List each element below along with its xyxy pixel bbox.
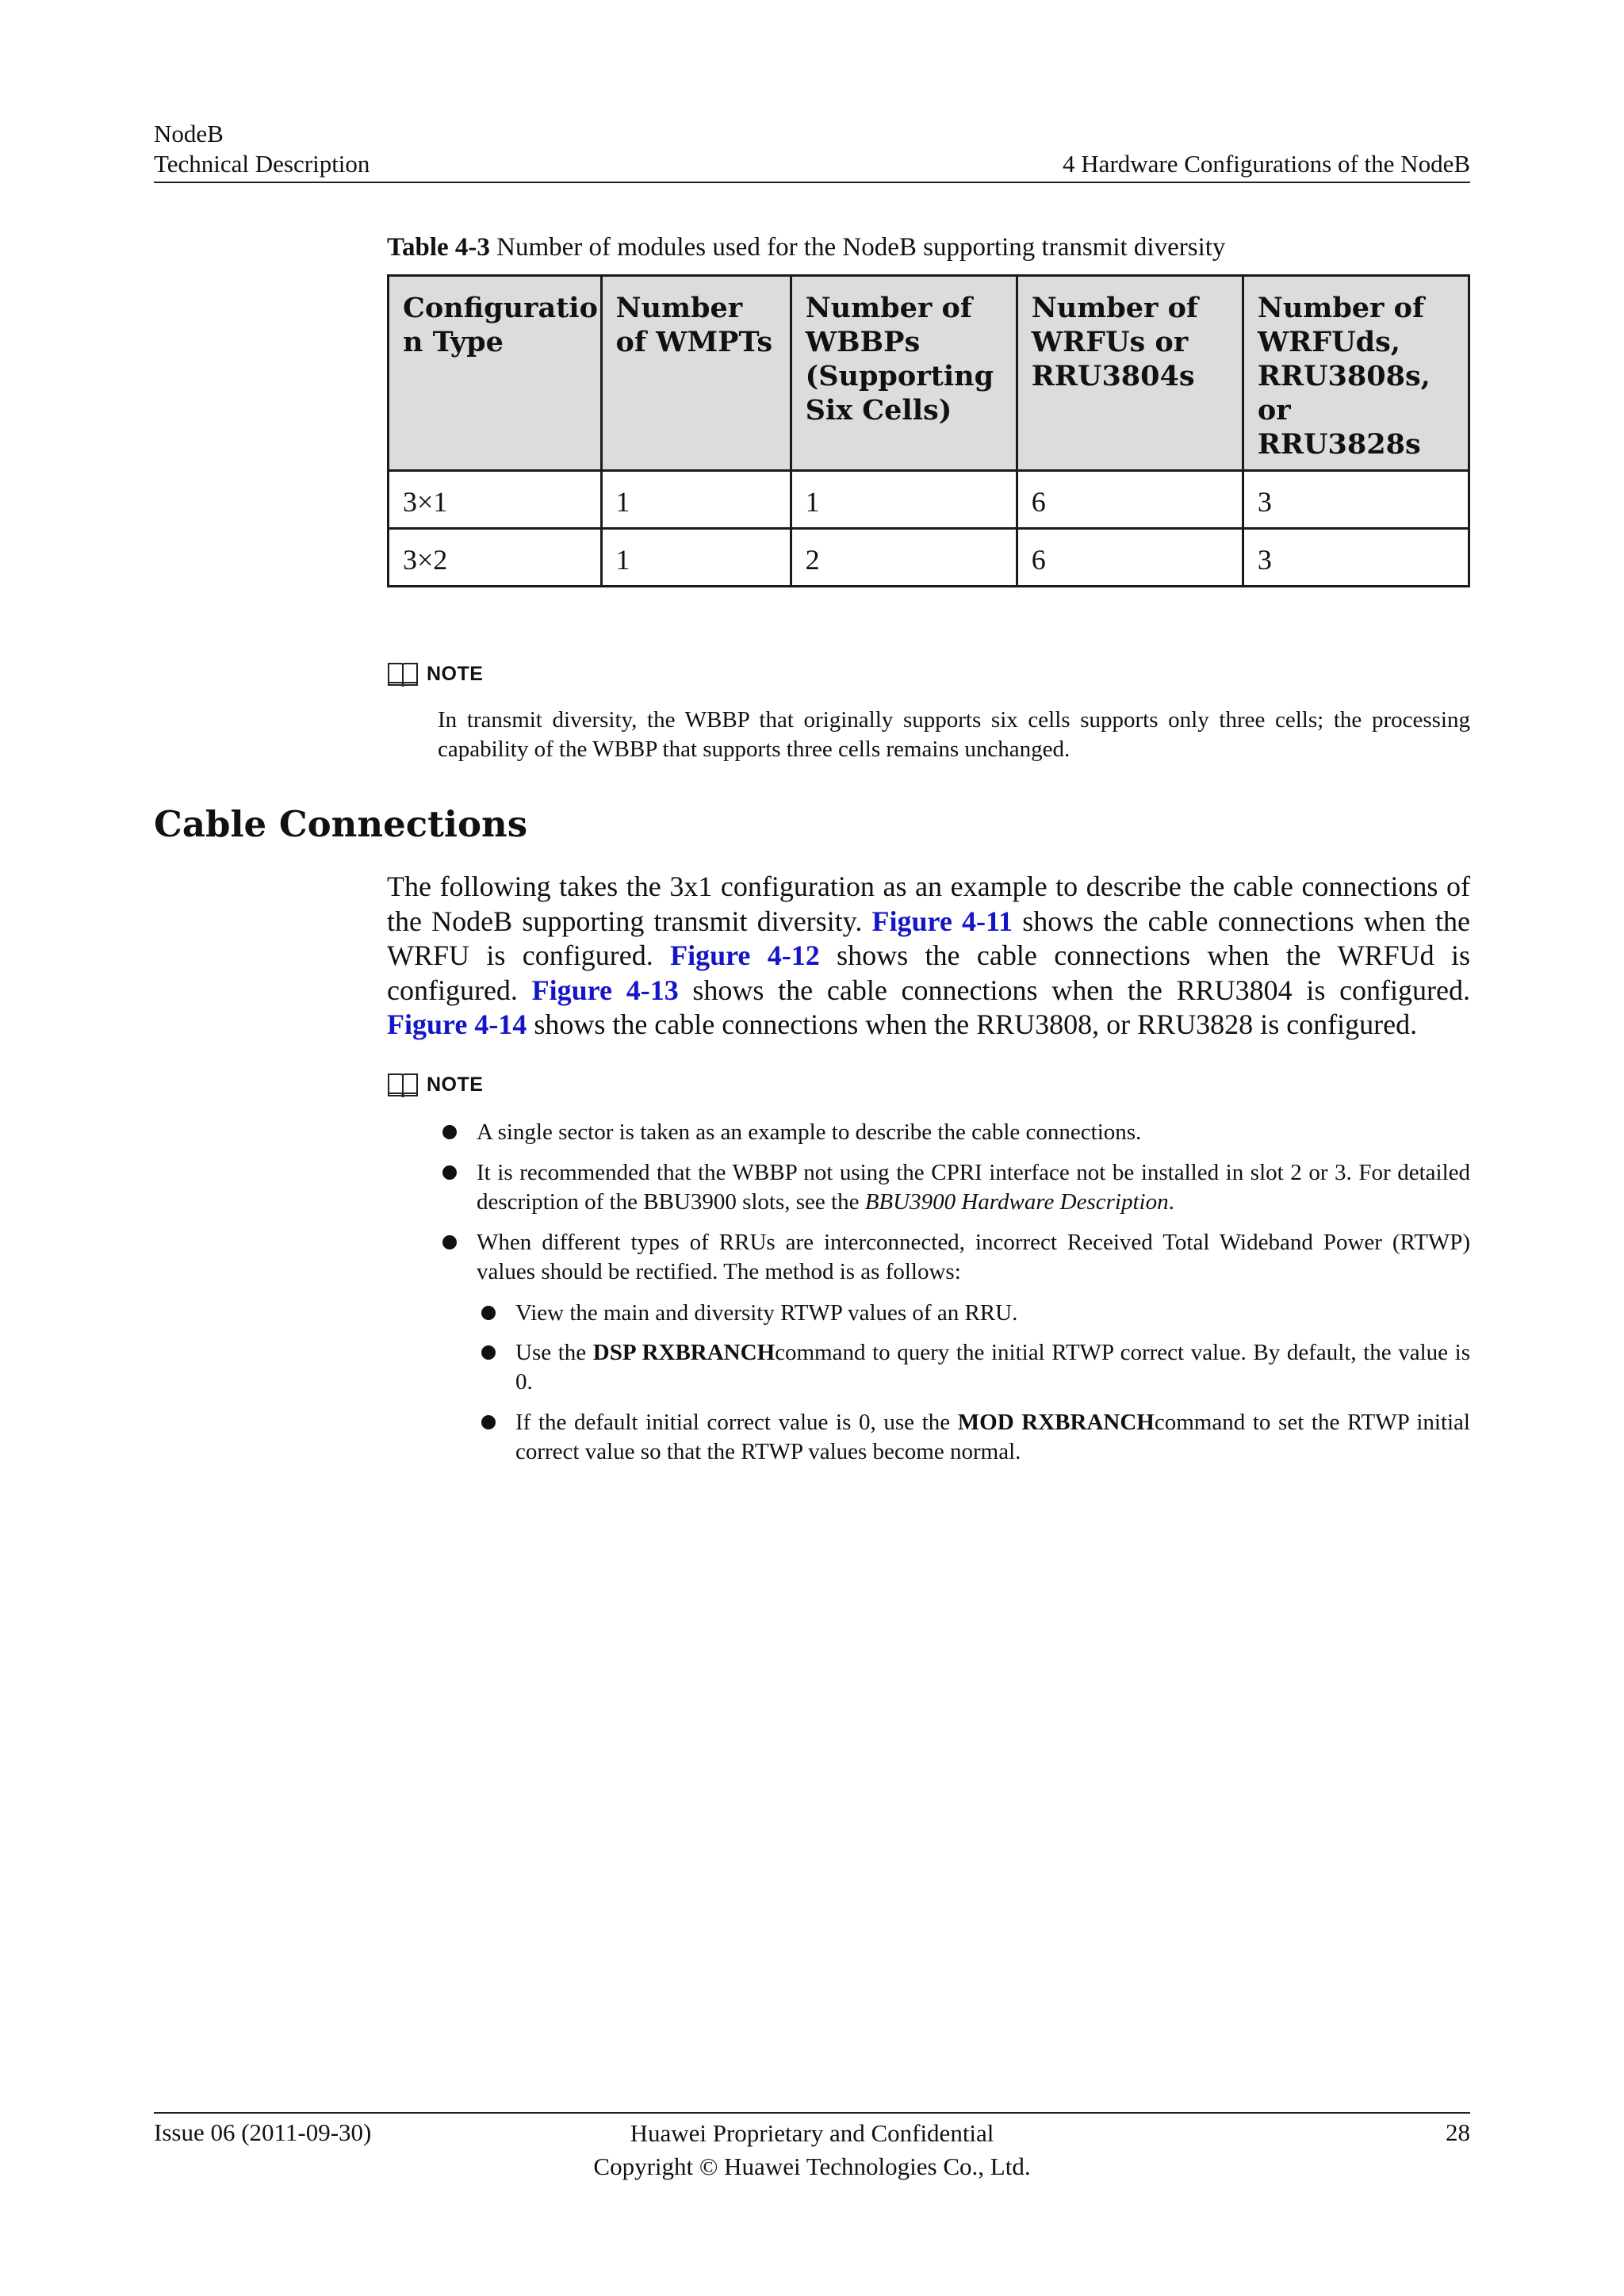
paragraph-text: shows the cable connections when the RRU3808, or RRU3828 is configured. [527,1008,1418,1040]
list-item [477,1158,1470,1217]
note-book-icon [387,1071,419,1098]
list-item-text: View the main and diversity RTWP values of an RRU. [515,1300,1018,1326]
list-item [477,1228,1470,1287]
table-cell: 2 [791,529,1017,587]
header-product: NodeB [154,120,224,147]
table-cell: 3×1 [389,471,602,529]
footer-issue: Issue 06 (2011-09-30) [154,2118,372,2146]
table-cell: 1 [791,471,1017,529]
command-name: MOD RXBRANCH [957,1410,1155,1435]
column-header: Number of WMPTs [601,276,791,471]
column-header: Configuratio n Type [389,276,602,471]
list-item [477,1118,1470,1147]
figure-link[interactable]: Figure 4-14 [387,1008,527,1040]
note-text: In transmit diversity, the WBBP that originally supports six cells supports only three cells; the processing capability of the WBBP that supports three cells remains unchanged. [438,707,1470,762]
command-name: DSP RXBRANCH [592,1340,776,1365]
list-item-text: When different types of RRUs are interconnected, incorrect Received Total Wideband Power (RTWP) values should be rectified. The method is as follows: [477,1230,1470,1284]
header-chapter: 4 Hardware Configurations of the NodeB [1063,150,1470,178]
section-heading: Cable Connections [154,803,528,845]
note-book-icon [387,660,419,687]
note-label: NOTE [427,662,484,685]
paragraph-text: The following takes the 3x1 configuration as an example to describe the cable connections of the NodeB supporting transmit diversity. [387,871,1470,937]
footer-copyright: Copyright © Huawei Technologies Co., Ltd. [593,2152,1031,2180]
sub-list-item [515,1299,1470,1328]
table-cell: 3×2 [389,529,602,587]
table-cell: 6 [1017,529,1243,587]
bullet-icon [481,1415,496,1429]
bullet-icon [481,1345,496,1360]
table-row [389,471,1469,529]
page-number: 28 [1446,2118,1470,2146]
bullet-icon [442,1125,457,1139]
footer-confidential: Huawei Proprietary and Confidential [630,2119,994,2147]
footer-rule [154,2112,1470,2114]
sub-list-item [515,1408,1470,1467]
list-item-text: command to query the initial RTWP correct value. By default, the value is 0. [515,1340,1470,1395]
figure-link[interactable]: Figure 4-11 [871,905,1013,937]
list-item-text: . [1168,1189,1174,1215]
table-cell: 3 [1243,529,1469,587]
table-cell: 1 [601,529,791,587]
modules-table [387,274,1470,587]
table-row [389,529,1469,587]
table-header-row [389,276,1469,471]
list-item-text: A single sector is taken as an example to describe the cable connections. [477,1119,1142,1145]
paragraph-text: shows the cable connections when the RRU3804 is configured. [678,974,1471,1006]
header-doc-title: Technical Description [154,150,370,178]
column-header: Number of WRFUds, RRU3808s, or RRU3828s [1243,276,1469,471]
table-caption-label: Table 4-3 [387,233,490,262]
table-caption-text: Number of modules used for the NodeB supporting transmit diversity [489,233,1226,262]
list-item-text: command to set the RTWP initial correct value so that the RTWP values become normal. [515,1410,1470,1464]
figure-link[interactable]: Figure 4-12 [670,939,820,971]
table-caption [387,232,1225,263]
header-rule [154,182,1470,183]
table-cell: 3 [1243,471,1469,529]
paragraph-text: shows the cable connections when the WRFU is configured. [387,905,1470,971]
note-heading [387,1069,483,1100]
figure-link[interactable]: Figure 4-13 [531,974,679,1006]
body-paragraph [387,870,1470,1043]
note-heading [387,658,483,690]
bullet-icon [442,1165,457,1180]
list-item-text: If the default initial correct value is 0, use the [515,1410,958,1435]
column-header: Number of WBBPs (Supporting Six Cells) [791,276,1017,471]
paragraph-text: shows the cable connections when the WRFUd is configured. [387,939,1470,1006]
column-header: Number of WRFUs or RRU3804s [1017,276,1243,471]
sub-list-item [515,1338,1470,1397]
table-cell: 1 [601,471,791,529]
bullet-icon [442,1235,457,1249]
page-header-left [154,119,370,179]
bullet-icon [481,1306,496,1320]
footer-center [476,2117,1148,2183]
list-item-text: It is recommended that the WBBP not using the CPRI interface not be installed in slot 2 or 3. For detailed description of the BBU3900 slots, see the [477,1160,1470,1215]
list-item-text: Use the [515,1340,593,1365]
note-label: NOTE [427,1073,484,1096]
manual-reference: BBU3900 Hardware Description [864,1189,1169,1215]
table-cell: 6 [1017,471,1243,529]
